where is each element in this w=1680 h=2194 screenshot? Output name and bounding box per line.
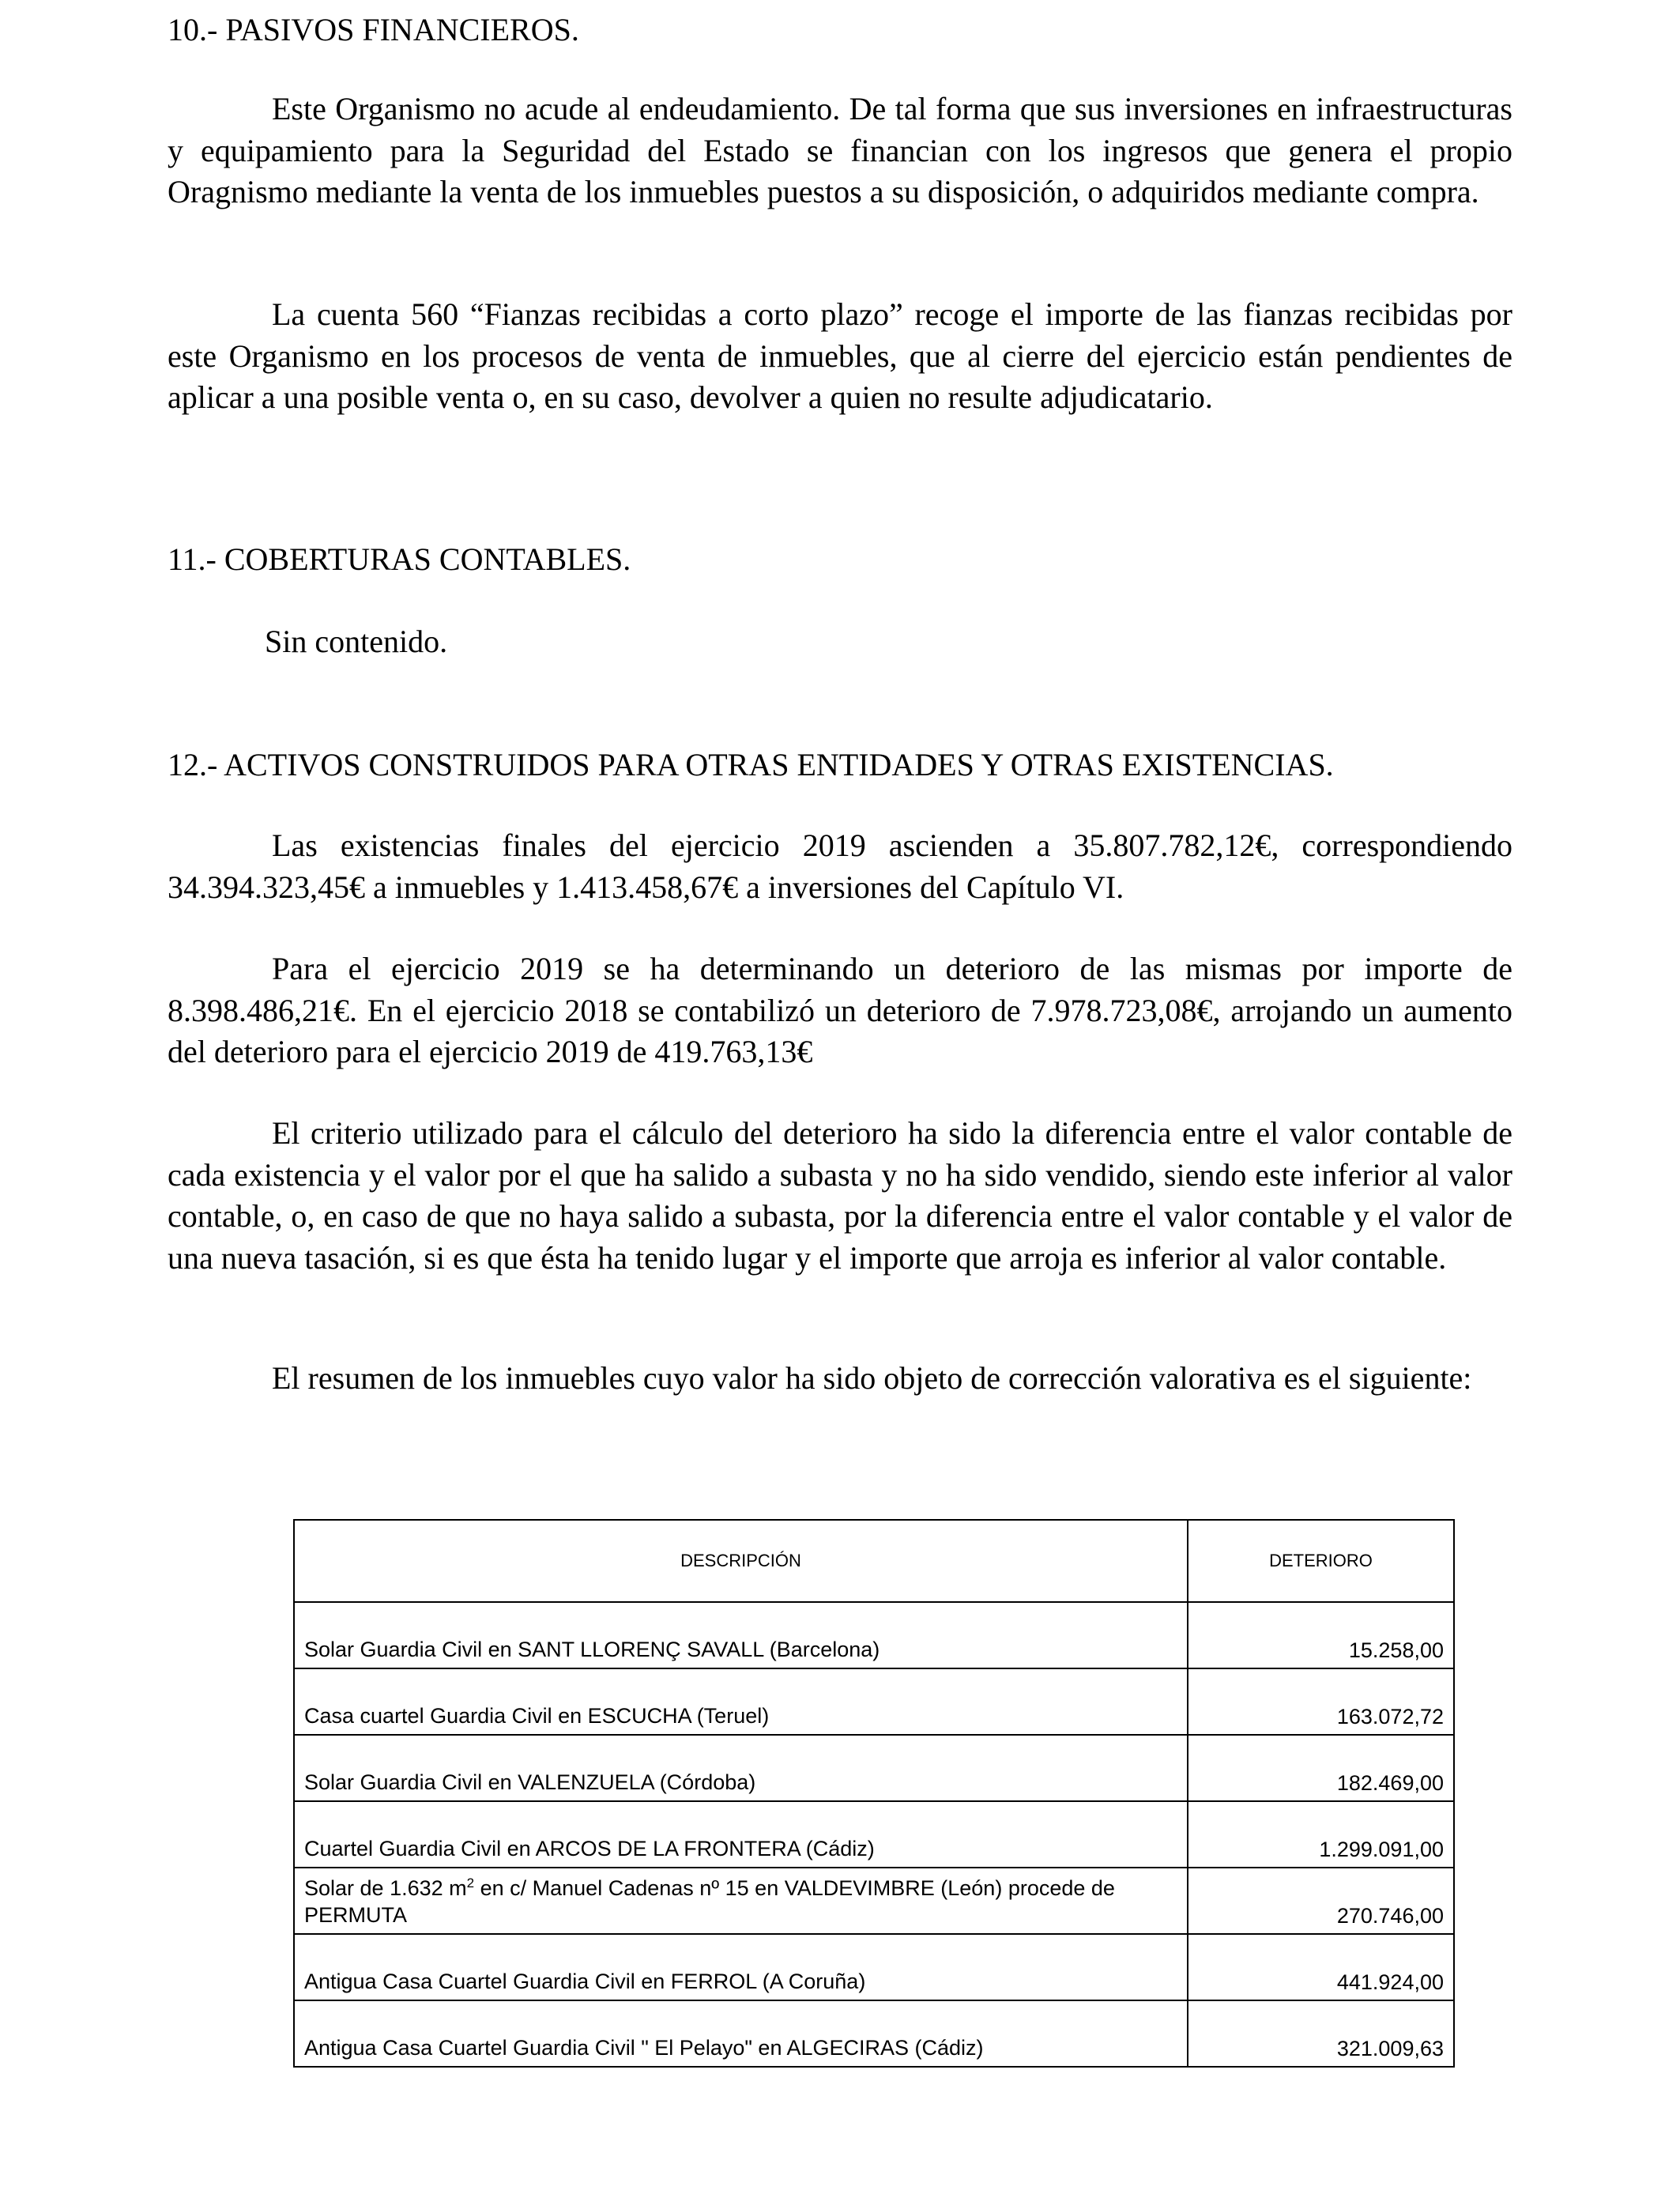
row-description (294, 1868, 1188, 1934)
table-row (294, 1735, 1454, 1801)
row-value: 15.258,00 (1188, 1602, 1454, 1668)
row-value: 270.746,00 (1188, 1868, 1454, 1934)
row-description: Cuartel Guardia Civil en ARCOS DE LA FRONTERA (Cádiz) (294, 1801, 1188, 1868)
section-11-heading: 11.- COBERTURAS CONTABLES. (168, 541, 631, 577)
row-value: 441.924,00 (1188, 1934, 1454, 2000)
section-12-paragraph-1: Las existencias finales del ejercicio 2019 ascienden a 35.807.782,12€, correspondiendo 34.394.323,45€ a inmuebles y 1.413.458,67€ a inversiones del Capítulo VI. (168, 827, 1512, 905)
section-10-heading: 10.- PASIVOS FINANCIEROS. (168, 12, 579, 47)
row-description: Solar Guardia Civil en VALENZUELA (Córdoba) (294, 1735, 1188, 1801)
row-value: 182.469,00 (1188, 1735, 1454, 1801)
header-deterioro: DETERIORO (1188, 1520, 1454, 1602)
row-description-part-1: Solar de 1.632 m (304, 1876, 467, 1900)
section-11-text: Sin contenido. (265, 624, 448, 659)
table-row (294, 2000, 1454, 2067)
row-value: 163.072,72 (1188, 1668, 1454, 1735)
row-description: Casa cuartel Guardia Civil en ESCUCHA (Teruel) (294, 1668, 1188, 1735)
section-12-heading: 12.- ACTIVOS CONSTRUIDOS PARA OTRAS ENTIDADES Y OTRAS EXISTENCIAS. (168, 747, 1334, 782)
impairment-table-wrapper (293, 1519, 1453, 2068)
row-value: 1.299.091,00 (1188, 1801, 1454, 1868)
row-description: Solar Guardia Civil en SANT LLORENÇ SAVALL (Barcelona) (294, 1602, 1188, 1668)
row-description: Antigua Casa Cuartel Guardia Civil en FERROL (A Coruña) (294, 1934, 1188, 2000)
table-row (294, 1934, 1454, 2000)
row-description-part-2: en c/ Manuel Cadenas nº 15 en VALDEVIMBRE (León) procede de PERMUTA (304, 1876, 1115, 1927)
table-row (294, 1602, 1454, 1668)
table-row (294, 1868, 1454, 1934)
section-12-paragraph-3: El criterio utilizado para el cálculo del deterioro ha sido la diferencia entre el valor contable de cada existencia y el valor por el que ha salido a subasta y no ha sido vendido, siendo este inferior al valor contable, o, en caso de que no haya salido a subasta, por la diferencia entre el valor contable y el valor de una nueva tasación, si es que ésta ha tenido lugar y el importe que arroja es inferior al valor contable. (168, 1115, 1512, 1276)
superscript-2: 2 (466, 1875, 475, 1891)
row-description: Antigua Casa Cuartel Guardia Civil " El Pelayo" en ALGECIRAS (Cádiz) (294, 2000, 1188, 2067)
impairment-table (293, 1519, 1455, 2068)
section-12-paragraph-4: El resumen de los inmuebles cuyo valor ha sido objeto de corrección valorativa es el siguiente: (272, 1360, 1472, 1396)
header-descripcion: DESCRIPCIÓN (294, 1520, 1188, 1602)
table-row (294, 1801, 1454, 1868)
row-value: 321.009,63 (1188, 2000, 1454, 2067)
section-10-paragraph-2: La cuenta 560 “Fianzas recibidas a corto plazo” recoge el importe de las fianzas recibidas por este Organismo en los procesos de venta de inmuebles, que al cierre del ejercicio están pendientes de aplicar a una posible venta o, en su caso, devolver a quien no resulte adjudicatario. (168, 296, 1512, 415)
section-12-paragraph-2: Para el ejercicio 2019 se ha determinando un deterioro de las mismas por importe de 8.398.486,21€. En el ejercicio 2018 se contabilizó un deterioro de 7.978.723,08€, arrojando un aumento del deterioro para el ejercicio 2019 de 419.763,13€ (168, 951, 1512, 1069)
table-header-row (294, 1520, 1454, 1602)
table-row (294, 1668, 1454, 1735)
section-10-paragraph-1: Este Organismo no acude al endeudamiento. De tal forma que sus inversiones en infraestructuras y equipamiento para la Seguridad del Estado se financian con los ingresos que genera el propio Oragnismo mediante la venta de los inmuebles puestos a su disposición, o adquiridos mediante compra. (168, 91, 1512, 209)
